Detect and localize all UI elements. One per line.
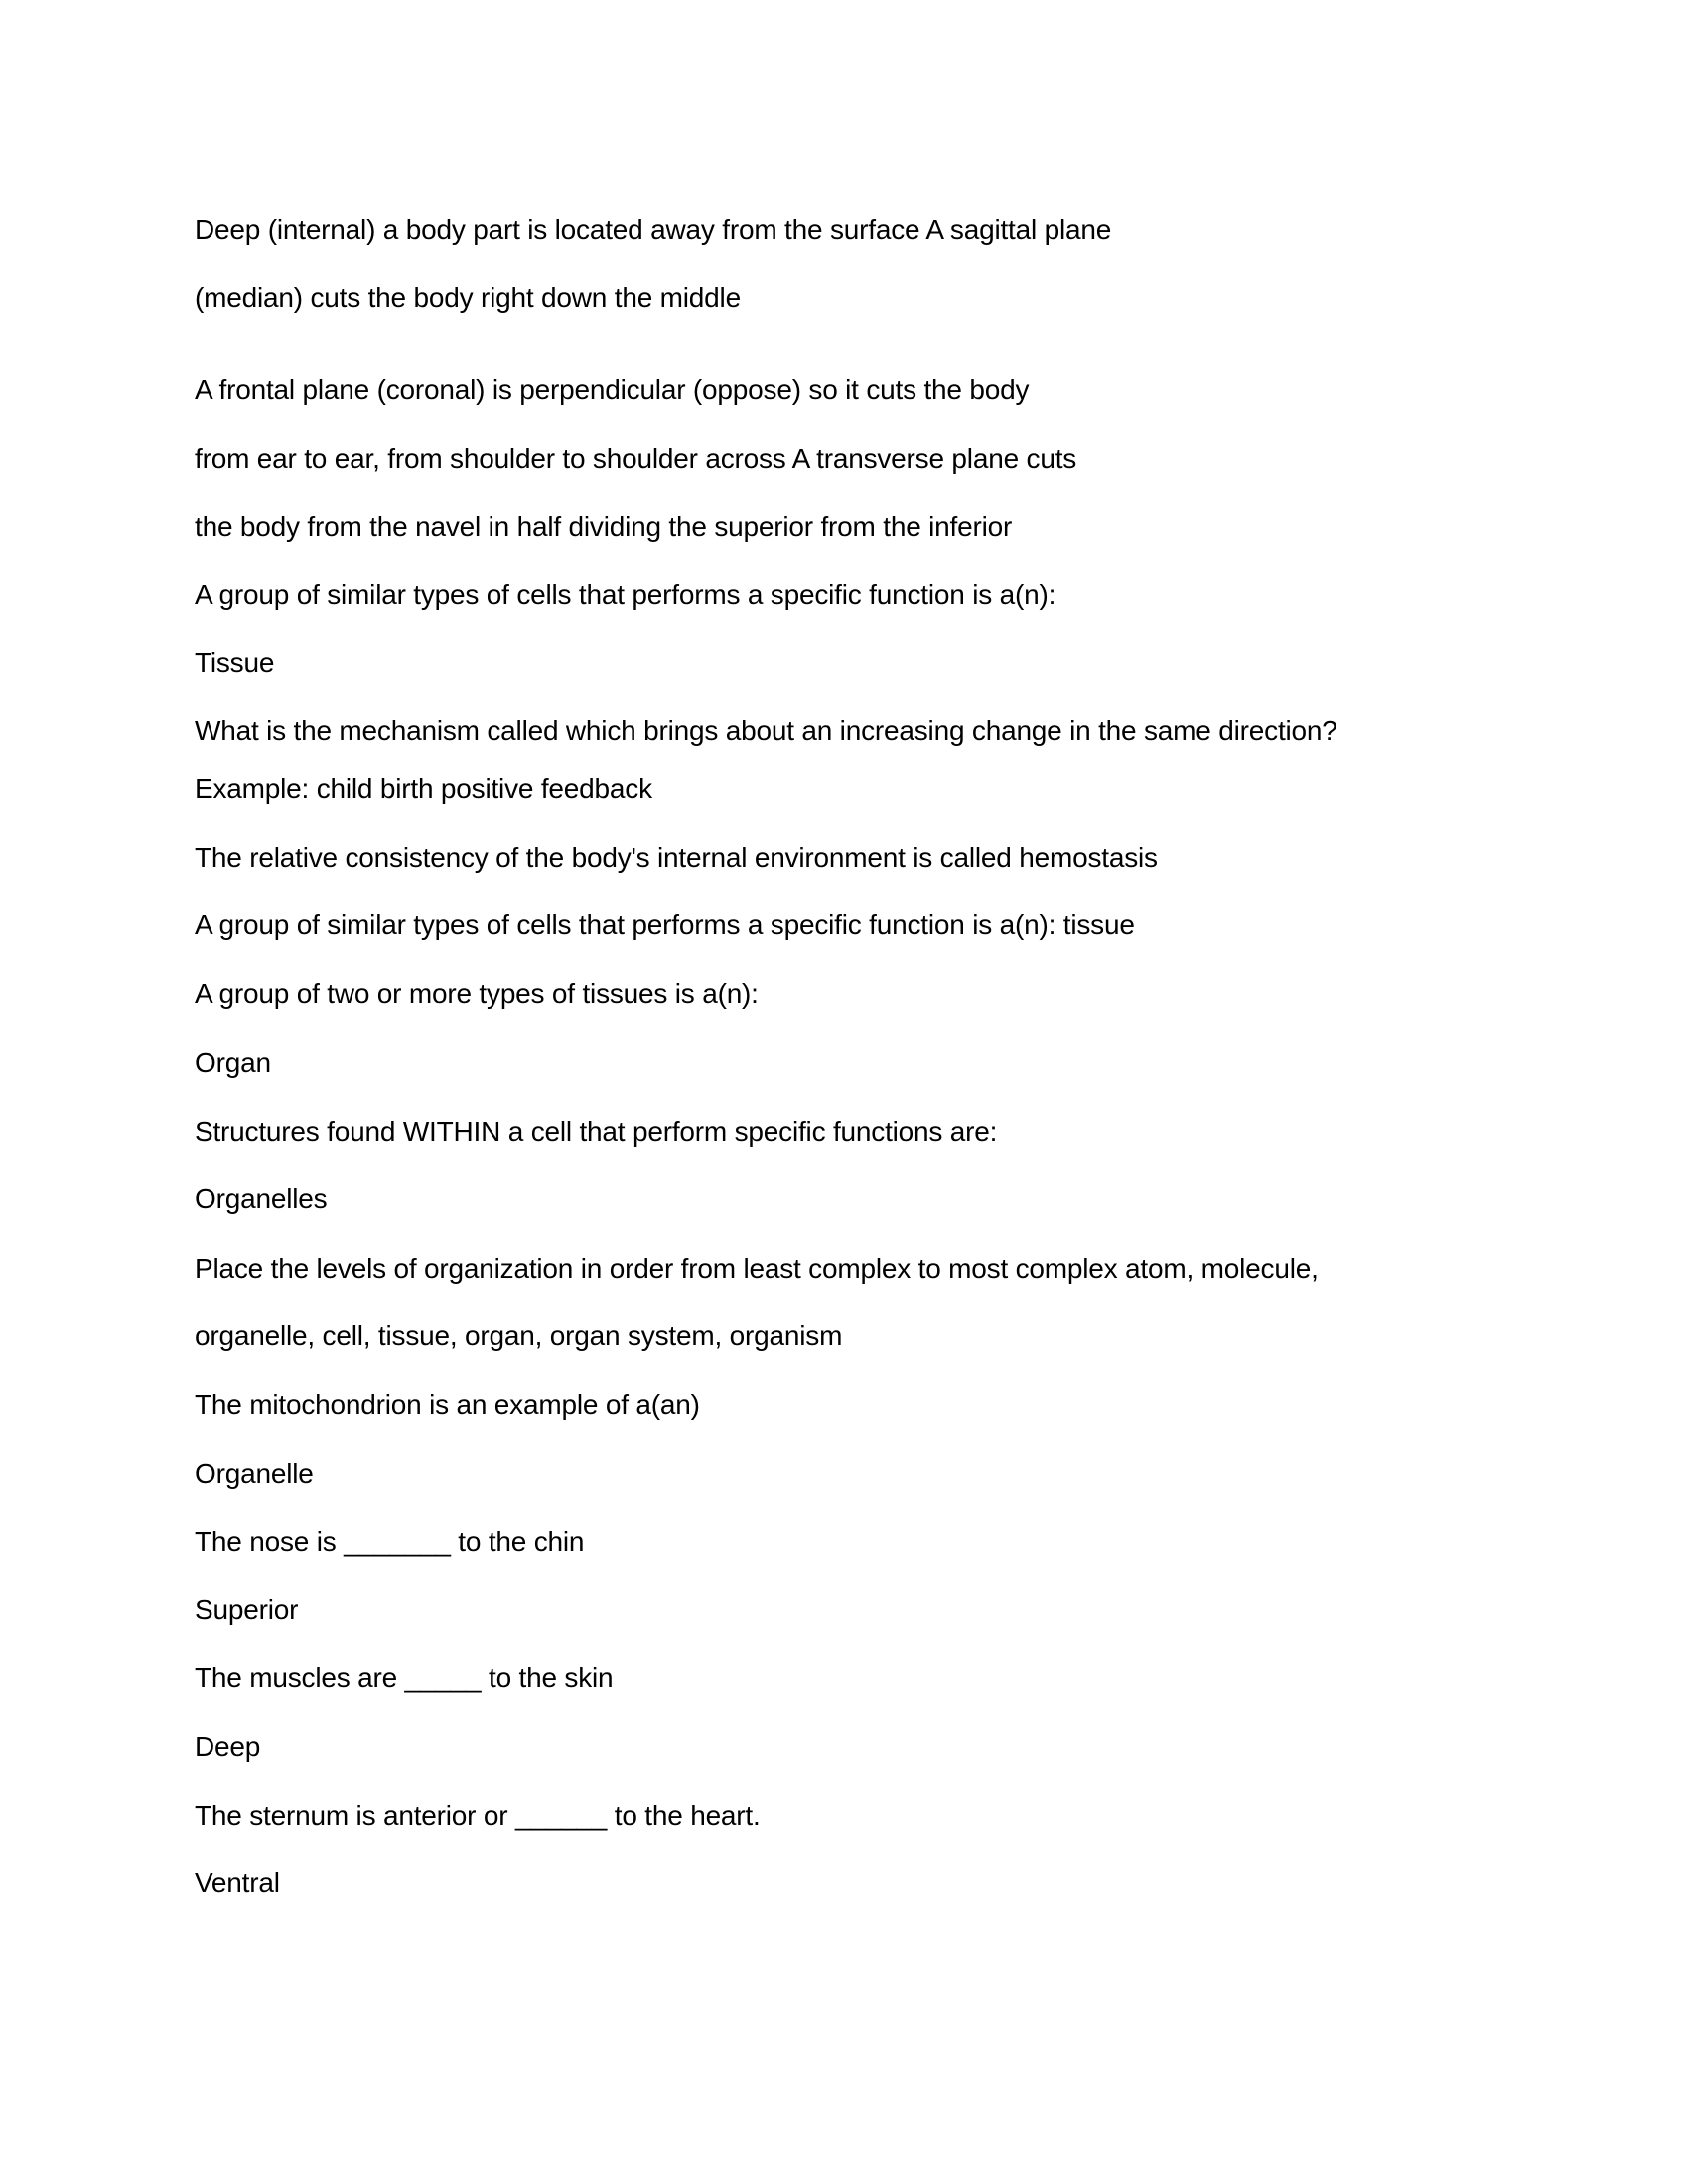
answer-text: Organelle xyxy=(195,1458,314,1489)
answer-text: Example: child birth positive feedback xyxy=(195,773,652,804)
answer-text: organelle, cell, tissue, organ, organ system, organism xyxy=(195,1320,843,1351)
text-line: the body from the navel in half dividing the superior from the inferior xyxy=(195,511,1013,542)
text-line: from ear to ear, from shoulder to shoulder across A transverse plane cuts xyxy=(195,443,1077,474)
text-line: Deep (internal) a body part is located away from the surface A sagittal plane xyxy=(195,214,1112,245)
answer-text: Organelles xyxy=(195,1183,328,1214)
answer-text: Deep xyxy=(195,1731,261,1762)
question-text: Place the levels of organization in order from least complex to most complex atom, molecule, xyxy=(195,1253,1319,1284)
answer-text: Organ xyxy=(195,1047,271,1078)
question-text: The muscles are _____ to the skin xyxy=(195,1662,614,1693)
answer-text: Tissue xyxy=(195,647,275,678)
text-line: (median) cuts the body right down the middle xyxy=(195,282,741,313)
question-text: The mitochondrion is an example of a(an) xyxy=(195,1389,700,1420)
question-text: The sternum is anterior or ______ to the heart. xyxy=(195,1800,761,1831)
question-text: A group of similar types of cells that performs a specific function is a(n): xyxy=(195,579,1056,610)
text-line: The relative consistency of the body's internal environment is called hemostasis xyxy=(195,842,1158,873)
answer-text: Ventral xyxy=(195,1867,280,1898)
text-line: A group of similar types of cells that performs a specific function is a(n): tissue xyxy=(195,909,1135,940)
text-line: A frontal plane (coronal) is perpendicular (oppose) so it cuts the body xyxy=(195,374,1030,405)
question-text: A group of two or more types of tissues is a(n): xyxy=(195,978,759,1009)
question-text: The nose is _______ to the chin xyxy=(195,1526,585,1557)
answer-text: Superior xyxy=(195,1594,299,1625)
question-text: Structures found WITHIN a cell that perform specific functions are: xyxy=(195,1116,998,1147)
question-text: What is the mechanism called which brings about an increasing change in the same direction? xyxy=(195,715,1337,746)
